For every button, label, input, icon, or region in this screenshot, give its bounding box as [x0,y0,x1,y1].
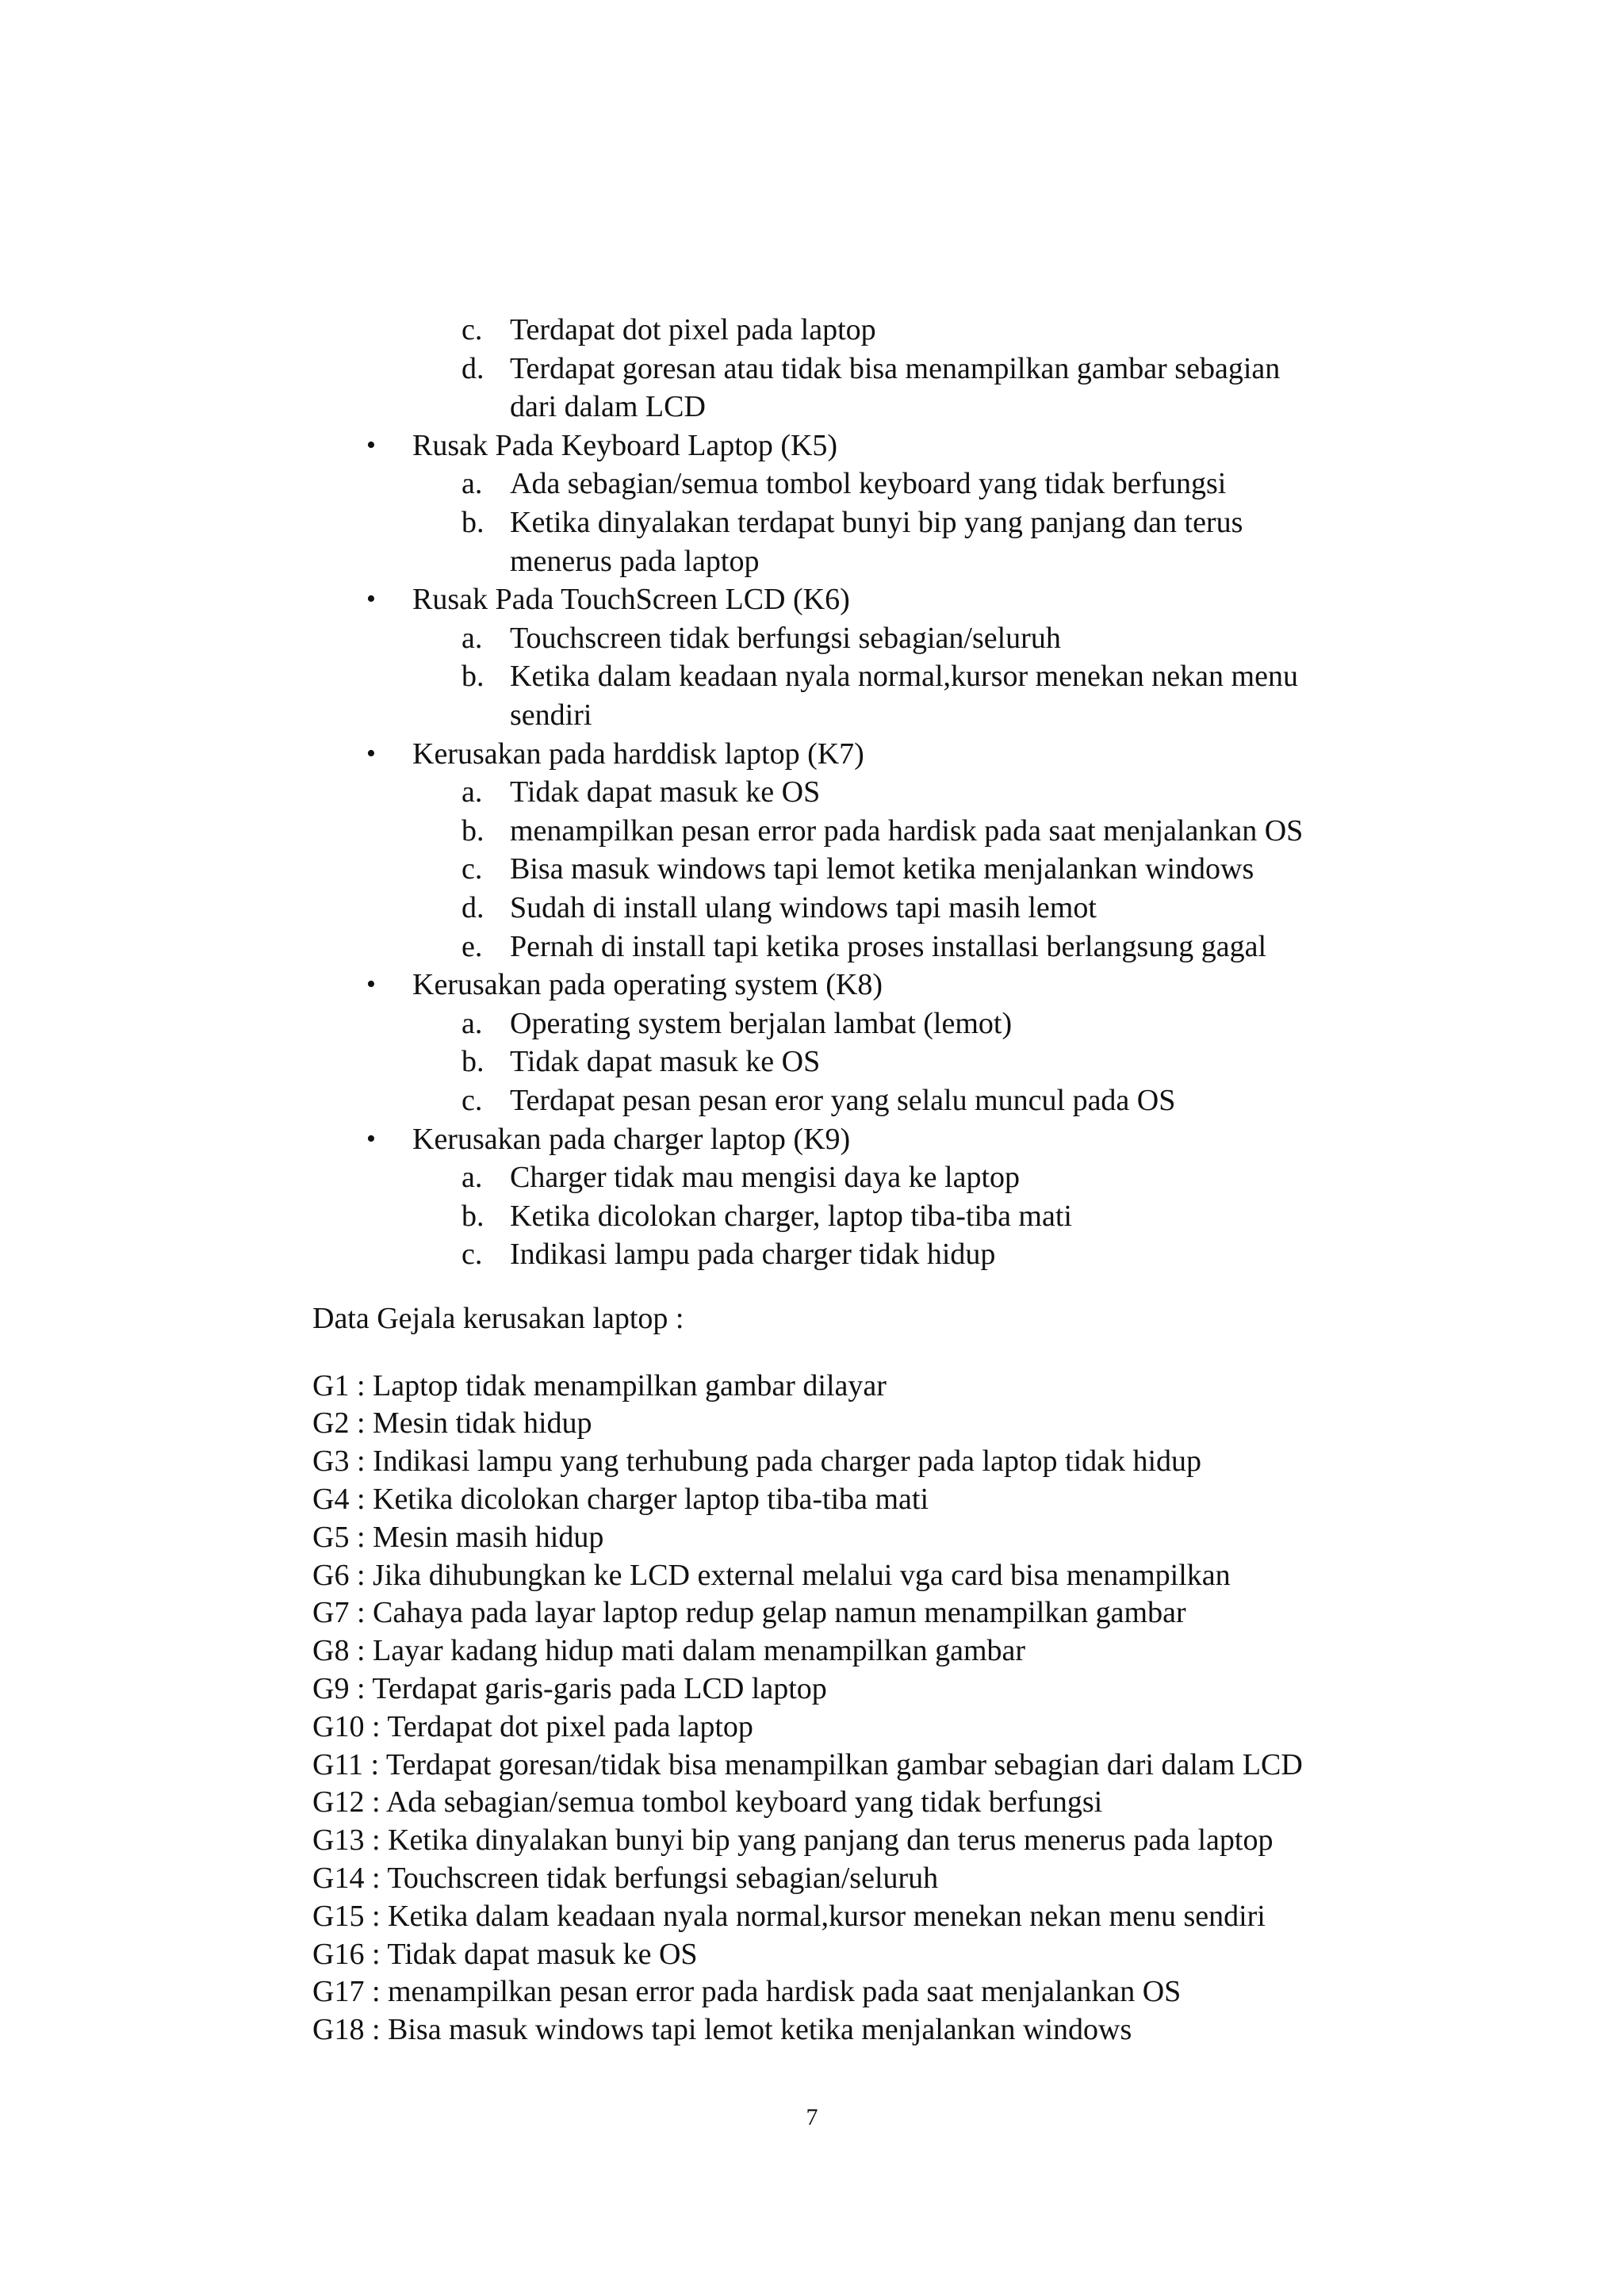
list-item-marker: a. [462,1161,483,1194]
gejala-item: G18 : Bisa masuk windows tapi lemot ketika menjalankan windows [312,2013,1132,2046]
gejala-item: G8 : Layar kadang hidup mati dalam menampilkan gambar [312,1634,1026,1667]
list-item-marker: d. [462,352,485,385]
gejala-item: G4 : Ketika dicolokan charger laptop tiba-tiba mati [312,1483,929,1516]
list-item-marker: c. [462,313,483,346]
list-item-marker: a. [462,622,483,655]
list-item-marker: a. [462,775,483,809]
list-item-marker: b. [462,506,485,539]
list-item-marker: b. [462,660,485,693]
list-item-text: Bisa masuk windows tapi lemot ketika menjalankan windows [510,852,1254,886]
gejala-item: G12 : Ada sebagian/semua tombol keyboard yang tidak berfungsi [312,1785,1103,1819]
list-item-marker: e. [462,930,483,963]
gejala-item: G3 : Indikasi lampu yang terhubung pada charger pada laptop tidak hidup [312,1445,1202,1478]
bullet-icon: • [366,584,376,614]
list-item-text: Terdapat dot pixel pada laptop [510,313,876,346]
list-item-text: dari dalam LCD [510,390,706,423]
list-item-marker: a. [462,467,483,500]
list-item-text: Ketika dinyalakan terdapat bunyi bip yang panjang dan terus [510,506,1243,539]
section-heading: Kerusakan pada charger laptop (K9) [412,1123,851,1156]
gejala-item: G11 : Terdapat goresan/tidak bisa menampilkan gambar sebagian dari dalam LCD [312,1748,1303,1781]
list-item-text: Charger tidak mau mengisi daya ke laptop [510,1161,1021,1194]
gejala-item: G1 : Laptop tidak menampilkan gambar dilayar [312,1369,887,1402]
gejala-item: G14 : Touchscreen tidak berfungsi sebagian/seluruh [312,1862,939,1895]
bullet-icon: • [366,970,376,999]
gejala-item: G17 : menampilkan pesan error pada hardisk pada saat menjalankan OS [312,1975,1182,2008]
list-item-marker: b. [462,1045,485,1078]
list-item-marker: a. [462,1007,483,1040]
list-item-marker: b. [462,814,485,848]
list-item-text: Operating system berjalan lambat (lemot) [510,1007,1013,1040]
bullet-icon: • [366,1124,376,1154]
list-item-text: Pernah di install tapi ketika proses installasi berlangsung gagal [510,930,1267,963]
list-item-text: sendiri [510,698,592,732]
gejala-item: G5 : Mesin masih hidup [312,1521,604,1554]
section-heading: Rusak Pada TouchScreen LCD (K6) [412,583,850,616]
list-item-text: Ada sebagian/semua tombol keyboard yang tidak berfungsi [510,467,1227,500]
list-item-text: Ketika dalam keadaan nyala normal,kursor menekan nekan menu [510,660,1298,693]
gejala-item: G2 : Mesin tidak hidup [312,1406,592,1440]
gejala-item: G15 : Ketika dalam keadaan nyala normal,kursor menekan nekan menu sendiri [312,1900,1266,1933]
section-heading: Rusak Pada Keyboard Laptop (K5) [412,429,838,462]
bullet-icon: • [366,739,376,768]
section-heading: Kerusakan pada harddisk laptop (K7) [412,737,864,771]
gejala-item: G9 : Terdapat garis-garis pada LCD laptop [312,1672,827,1705]
list-item-text: Sudah di install ulang windows tapi masih lemot [510,891,1097,924]
list-item-text: Ketika dicolokan charger, laptop tiba-tiba mati [510,1200,1072,1233]
gejala-item: G16 : Tidak dapat masuk ke OS [312,1938,698,1971]
gejala-item: G7 : Cahaya pada layar laptop redup gelap namun menampilkan gambar [312,1596,1186,1629]
section-heading: Kerusakan pada operating system (K8) [412,968,883,1001]
list-item-text: Tidak dapat masuk ke OS [510,1045,821,1078]
list-item-text: Touchscreen tidak berfungsi sebagian/seluruh [510,622,1061,655]
list-item-text: menerus pada laptop [510,545,760,578]
list-item-text: Terdapat pesan pesan eror yang selalu muncul pada OS [510,1084,1176,1117]
page-number: 7 [806,2104,818,2130]
gejala-item: G13 : Ketika dinyalakan bunyi bip yang panjang dan terus menerus pada laptop [312,1823,1274,1857]
list-item-marker: c. [462,1238,483,1271]
data-heading: Data Gejala kerusakan laptop : [312,1302,684,1335]
list-item-text: menampilkan pesan error pada hardisk pada saat menjalankan OS [510,814,1304,848]
list-item-marker: c. [462,852,483,886]
gejala-item: G6 : Jika dihubungkan ke LCD external melalui vga card bisa menampilkan [312,1559,1231,1592]
list-item-text: Tidak dapat masuk ke OS [510,775,821,809]
list-item-marker: d. [462,891,485,924]
list-item-marker: b. [462,1200,485,1233]
list-item-text: Terdapat goresan atau tidak bisa menampilkan gambar sebagian [510,352,1281,385]
list-item-marker: c. [462,1084,483,1117]
bullet-icon: • [366,430,376,460]
list-item-text: Indikasi lampu pada charger tidak hidup [510,1238,996,1271]
gejala-item: G10 : Terdapat dot pixel pada laptop [312,1710,753,1743]
